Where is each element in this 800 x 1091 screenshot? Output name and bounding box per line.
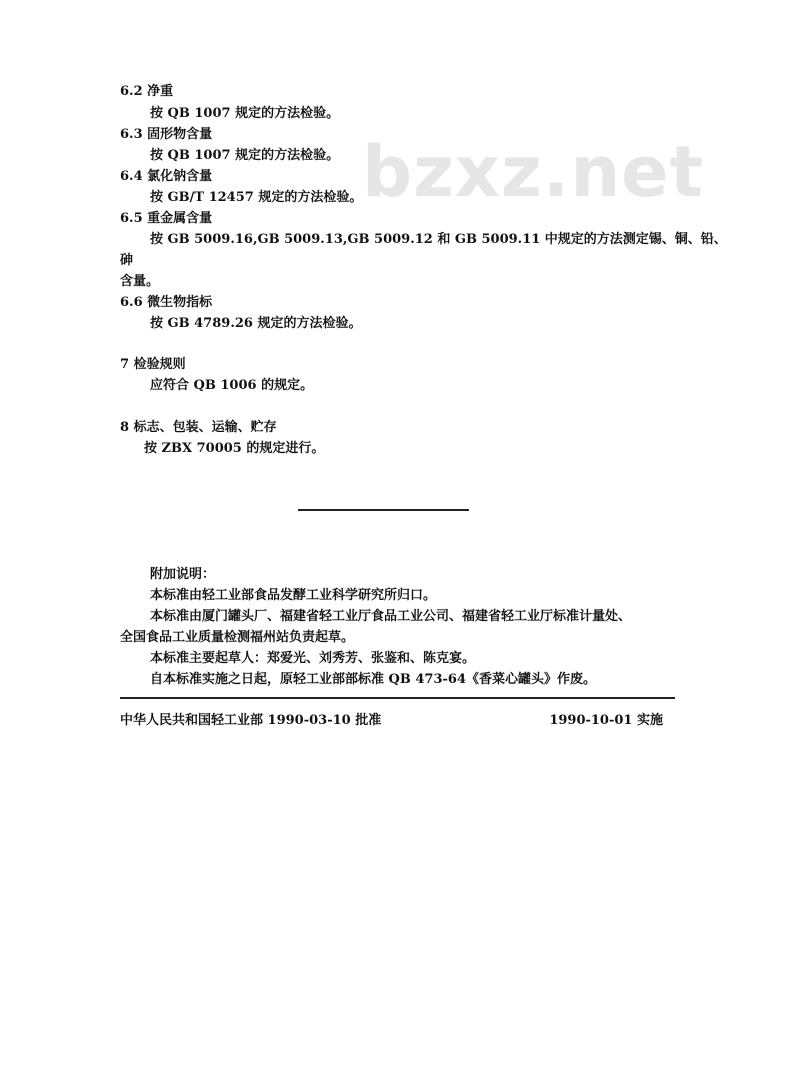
section-6-5-body-cont: 砷 bbox=[120, 253, 134, 268]
section-7-body: 应符合 QB 1006 的规定。 bbox=[150, 378, 314, 393]
section-6-6-title: 6.6 微生物指标 bbox=[120, 295, 213, 310]
section-6-2-body: 按 QB 1007 规定的方法检验。 bbox=[150, 106, 340, 121]
implementation-date: 1990-10-01 实施 bbox=[549, 713, 663, 728]
notes-heading: 附加说明： bbox=[150, 567, 216, 582]
section-8-body: 按 ZBX 70005 的规定进行。 bbox=[144, 441, 325, 456]
footer-rule bbox=[120, 697, 675, 699]
notes-line: 全国食品工业质量检测福州站负责起草。 bbox=[120, 630, 355, 645]
watermark: bzxz.net bbox=[362, 131, 705, 213]
section-6-2-title: 6.2 净重 bbox=[120, 84, 174, 99]
section-6-5-body-end: 含量。 bbox=[120, 274, 160, 289]
section-6-5-title: 6.5 重金属含量 bbox=[120, 211, 213, 226]
section-6-6-body: 按 GB 4789.26 规定的方法检验。 bbox=[150, 316, 362, 331]
section-6-3-title: 6.3 固形物含量 bbox=[120, 127, 213, 142]
notes-line: 本标准由轻工业部食品发酵工业科学研究所归口。 bbox=[150, 588, 437, 603]
section-8-title: 8 标志、包装、运输、贮存 bbox=[120, 420, 277, 435]
section-6-3-body: 按 QB 1007 规定的方法检验。 bbox=[150, 148, 340, 163]
notes-line: 本标准主要起草人：郑爱光、刘秀芳、张鉴和、陈克宴。 bbox=[150, 651, 476, 666]
approval-date: 中华人民共和国轻工业部 1990-03-10 批准 bbox=[120, 713, 382, 728]
notes-line: 自本标准实施之日起，原轻工业部部标准 QB 473-64《香菜心罐头》作废。 bbox=[150, 672, 596, 687]
notes-line: 本标准由厦门罐头厂、福建省轻工业厅食品工业公司、福建省轻工业厅标准计量处、 bbox=[150, 609, 632, 624]
end-rule bbox=[298, 509, 469, 511]
section-6-4-body: 按 GB/T 12457 规定的方法检验。 bbox=[150, 190, 363, 205]
section-7-title: 7 检验规则 bbox=[120, 357, 186, 372]
section-6-5-body: 按 GB 5009.16,GB 5009.13,GB 5009.12 和 GB 5009.11 中规定的方法测定锡、铜、铅、 bbox=[150, 232, 727, 247]
section-6-4-title: 6.4 氯化钠含量 bbox=[120, 169, 213, 184]
